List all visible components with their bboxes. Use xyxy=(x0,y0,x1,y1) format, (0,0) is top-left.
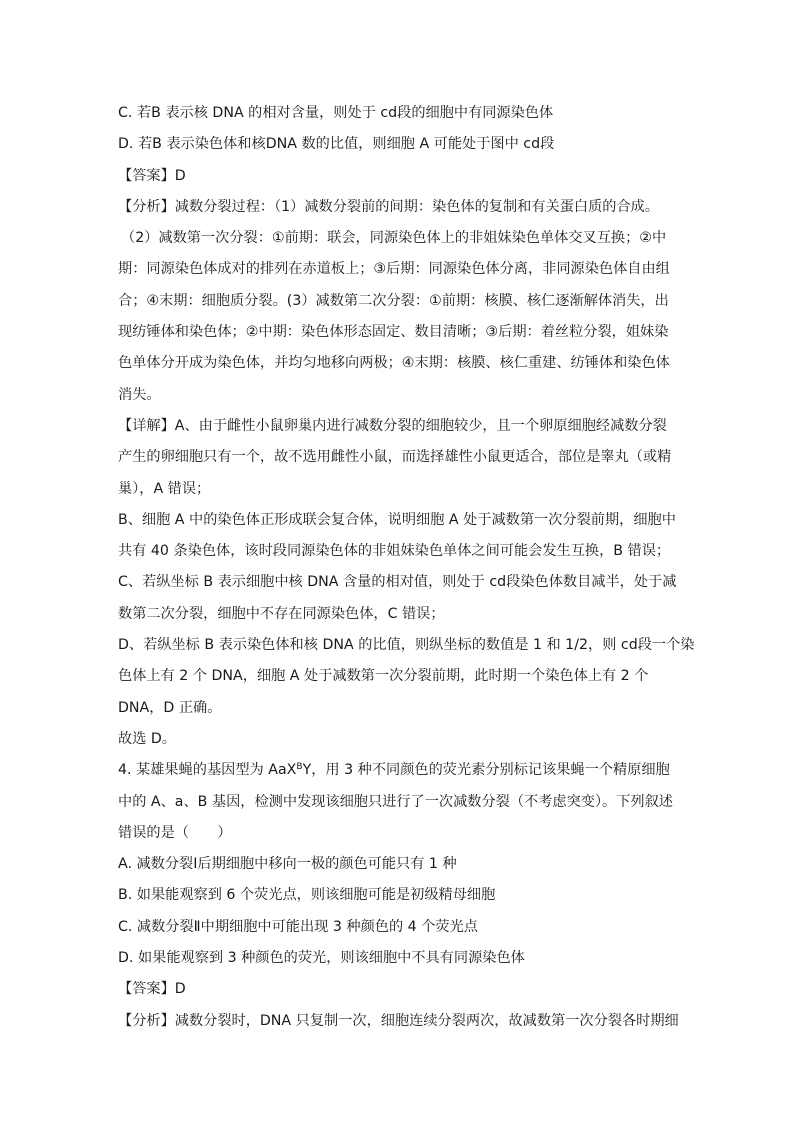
q4-option-b: B. 如果能观察到 6 个荧光点，则该细胞可能是初级精母细胞 xyxy=(118,887,496,904)
option-c-line: C. 若B 表示核 DNA 的相对含量，则处于 cd段的细胞中有同源染色体 xyxy=(118,105,554,121)
analysis-line: 合；④末期：细胞质分裂。(3）减数第二次分裂：①前期：核膜、核仁逐渐解体消失，出 xyxy=(118,292,669,309)
question-4-stem: 错误的是（ ） xyxy=(118,824,232,841)
question-4-stem: 中的 A、a、B 基因，检测中发现该细胞只进行了一次减数分裂（不考虑突变）。下列叙述 xyxy=(118,793,673,810)
detail-line: D、若纵坐标 B 表示染色体和核 DNA 的比值，则纵坐标的数值是 1 和 1/2，则 cd段一个染 xyxy=(118,637,695,654)
q4-answer-line: 【答案】D xyxy=(118,981,186,998)
q4-option-c: C. 减数分裂Ⅱ中期细胞中可能出现 3 种颜色的 4 个荧光点 xyxy=(118,918,478,935)
detail-line: 数第二次分裂，细胞中不存在同源染色体，C 错误； xyxy=(118,605,445,622)
analysis-line: 色单体分开成为染色体，并均匀地移向两极；④末期：核膜、核仁重建、纺锤体和染色体 xyxy=(118,355,670,372)
document-page xyxy=(118,98,695,1037)
analysis-line: 期：同源染色体成对的排列在赤道板上；③后期：同源染色体分离，非同源染色体自由组 xyxy=(118,261,670,278)
question-4-stem-post: Y，用 3 种不同颜色的荧光素分别标记该果蝇一个精原细胞 xyxy=(302,762,670,779)
detail-line: DNA，D 正确。 xyxy=(118,699,222,716)
q4-option-a: A. 减数分裂Ⅰ后期细胞中移向一极的颜色可能只有 1 种 xyxy=(118,856,457,873)
option-d-line: D. 若B 表示染色体和核DNA 数的比值，则细胞 A 可能处于图中 cd段 xyxy=(118,136,555,153)
detail-line: 【详解】A、由于雌性小鼠卵巢内进行减数分裂的细胞较少，且一个卵原细胞经减数分裂 xyxy=(118,417,667,434)
q4-analysis-line: 【分析】减数分裂时，DNA 只复制一次，细胞连续分裂两次，故减数第一次分裂各时期细 xyxy=(118,1012,679,1029)
q4-option-d: D. 如果能观察到 3 种颜色的荧光，则该细胞中不具有同源染色体 xyxy=(118,950,525,967)
analysis-line: （2）减数第一次分裂：①前期：联会，同源染色体上的非姐妹染色单体交叉互换；②中 xyxy=(121,230,667,247)
answer-line: 【答案】D xyxy=(118,167,186,184)
analysis-line: 【分析】减数分裂过程：（1）减数分裂前的间期：染色体的复制和有关蛋白质的合成。 xyxy=(118,198,660,215)
genotype-superscript: B xyxy=(296,762,303,773)
analysis-line: 现纺锤体和染色体；②中期：染色体形态固定、数目清晰；③后期：着丝粒分裂，姐妹染 xyxy=(118,324,669,341)
detail-line: C、若纵坐标 B 表示细胞中核 DNA 含量的相对值，则处于 cd段染色体数目减半，处于减 xyxy=(118,574,677,591)
question-4-stem-pre: 4. 某雄果蝇的基因型为 AaX xyxy=(118,762,297,779)
detail-line: 色体上有 2 个 DNA，细胞 A 处于减数第一次分裂前期，此时期一个染色体上有 2 个 xyxy=(118,668,649,685)
analysis-line: 消失。 xyxy=(118,386,161,403)
detail-line: 巢），A 错误； xyxy=(118,480,211,497)
question-4-stem xyxy=(118,755,678,786)
detail-line: 共有 40 条染色体，该时段同源染色体的非姐妹染色单体之间可能会发生互换，B 错误； xyxy=(118,543,671,560)
detail-line: 产生的卵细胞只有一个，故不选用雌性小鼠，而选择雄性小鼠更适合，部位是睾丸（或精 xyxy=(118,449,672,466)
conclusion-line: 故选 D。 xyxy=(118,730,176,747)
detail-line: B、细胞 A 中的染色体正形成联会复合体，说明细胞 A 处于减数第一次分裂前期，细胞中 xyxy=(118,511,676,528)
